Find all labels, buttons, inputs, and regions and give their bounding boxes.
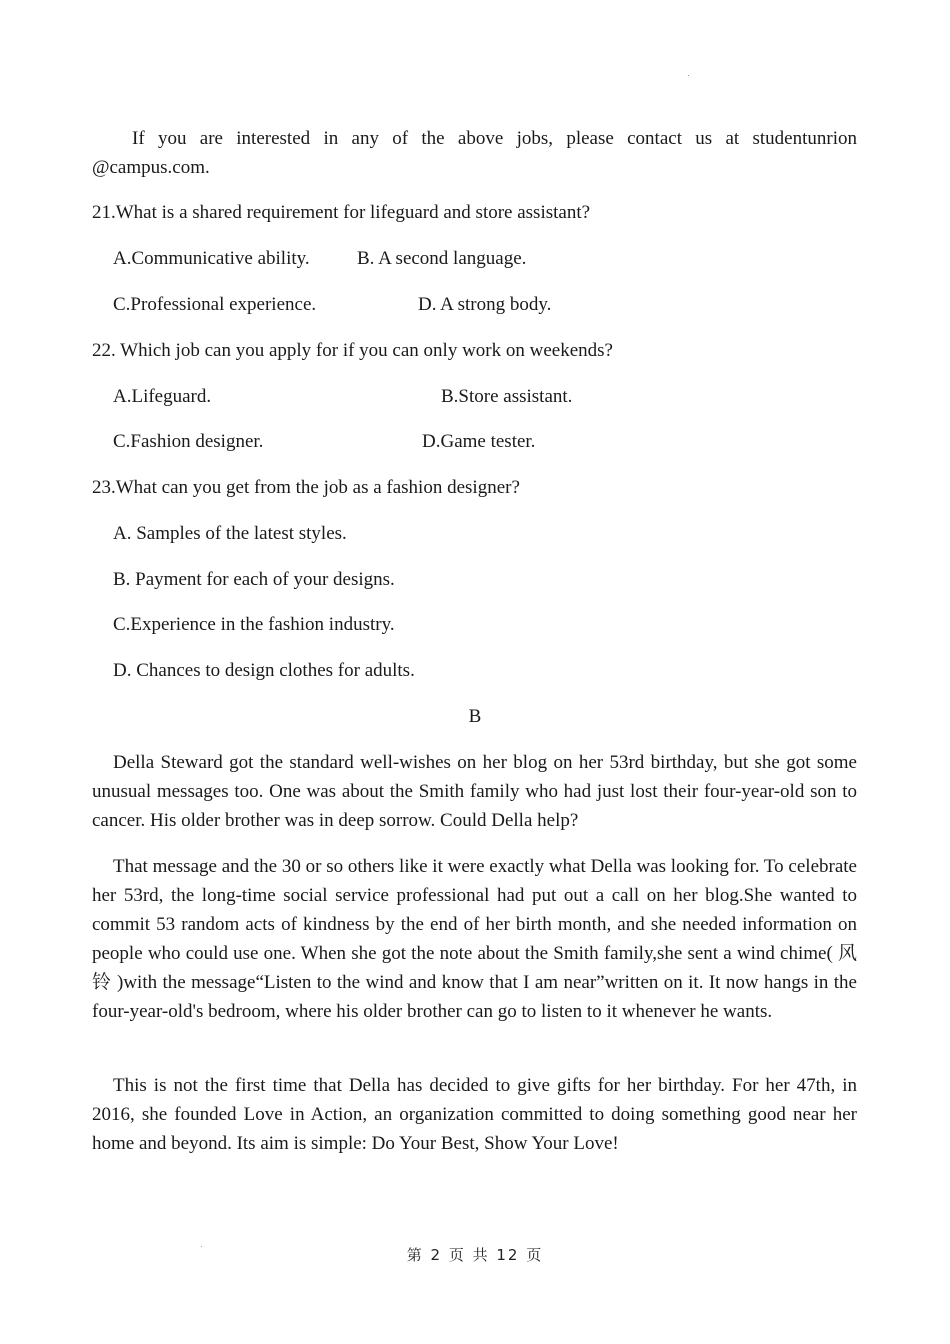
question-23-option-b: B. Payment for each of your designs.	[113, 569, 395, 590]
question-22-option-a: A.Lifeguard.	[113, 386, 212, 407]
question-23-option-d: D. Chances to design clothes for adults.	[113, 660, 415, 681]
page-number-footer: 第 2 页 共 12 页	[406, 1246, 544, 1264]
question-21-option-a: A.Communicative ability.	[113, 248, 310, 269]
scan-speck	[688, 75, 689, 76]
question-22-option-d: D.Game tester.	[422, 431, 536, 452]
question-22-stem: 22. Which job can you apply for if you can only work on weekends?	[92, 340, 613, 361]
question-22-option-c: C.Fashion designer.	[113, 431, 264, 452]
section-b-heading: B	[468, 706, 482, 727]
contact-paragraph: If you are interested in any of the above jobs, please contact us at studentunrion @campus.com.	[92, 128, 857, 178]
question-22-option-b: B.Store assistant.	[441, 386, 573, 407]
question-23-option-a: A. Samples of the latest styles.	[113, 523, 347, 544]
section-b-paragraph-2: That message and the 30 or so others like it were exactly what Della was looking for. To celebrate her 53rd, the long-time social service professional had put out a call on her blog.She wanted to commit 53 random acts of kindness by the end of her birth month, and she needed information on people who could use one. When she got the note about the Smith family,she sent a wind chime( 风 铃 )with the message“Listen to the wind and know that I am near”written on it. It now hangs in the four-year-old's bedroom, where his older brother can go to listen to it whenever he wants.	[92, 856, 857, 1022]
question-21-stem: 21.What is a shared requirement for lifeguard and store assistant?	[92, 202, 591, 223]
section-b-paragraph-3: This is not the first time that Della has decided to give gifts for her birthday. For her 47th, in 2016, she founded Love in Action, an organization committed to doing something good near her home and beyond. Its aim is simple: Do Your Best, Show Your Love!	[92, 1075, 857, 1154]
question-21-option-d: D. A strong body.	[418, 294, 552, 315]
question-23-stem: 23.What can you get from the job as a fashion designer?	[92, 477, 520, 498]
question-21-option-b: B. A second language.	[357, 248, 527, 269]
question-21-option-c: C.Professional experience.	[113, 294, 317, 315]
question-23-option-c: C.Experience in the fashion industry.	[113, 614, 395, 635]
section-b-paragraph-1: Della Steward got the standard well-wishes on her blog on her 53rd birthday, but she got some unusual messages too. One was about the Smith family who had just lost their four-year-old son to cancer. His older brother was in deep sorrow. Could Della help?	[92, 752, 857, 831]
